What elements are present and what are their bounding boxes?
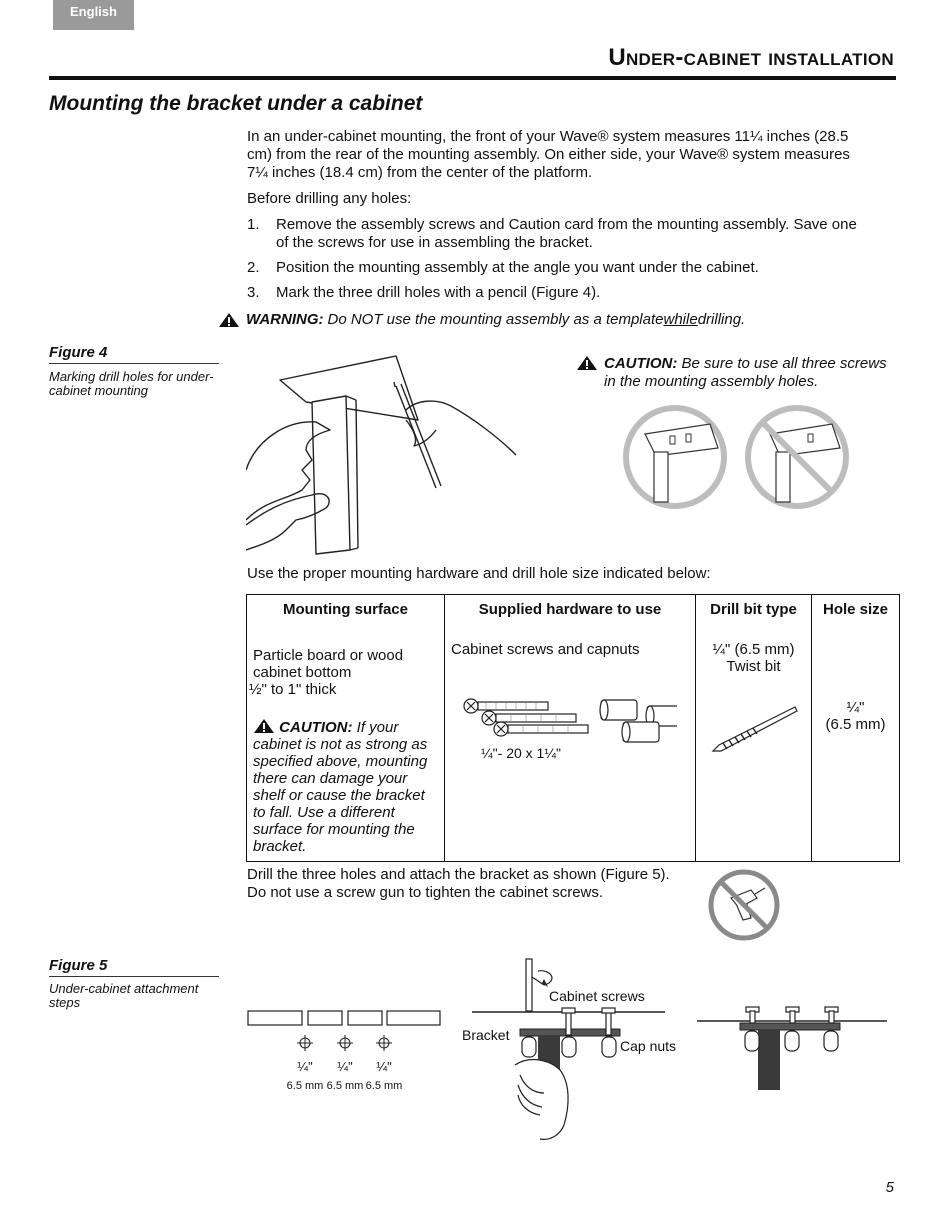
warning-label: WARNING: [246,311,324,328]
hardware-intro: Use the proper mounting hardware and drill hole size indicated below: [247,565,711,582]
figure4-label: Figure 4 [49,344,219,364]
caution-top-label: CAUTION: [604,355,678,372]
figure5-step3-complete [695,1005,890,1095]
bracket-label: Bracket [462,1027,510,1043]
cabinet-screws-label: Cabinet screws [549,988,645,1004]
figure5-step2-attach [460,955,685,1150]
step-item: 3. Mark the three drill holes with a pencil (Figure 4). [247,284,601,301]
hole-mm-label: 6.5 mm [286,1080,324,1092]
table-header: Hole size [812,595,900,634]
caution-top-text: Be sure to use all three screws in the mounting assembly holes. [604,355,887,390]
hardware-table [246,594,900,862]
correct-usage-icon [620,402,730,512]
warning-triangle-icon [218,312,240,328]
table-caution: CAUTION: If your cabinet is not as strong as specified above, mounting there can damage your shelf or cause the bracket to fall. Use a different surface for mounting the bracket. [253,719,428,855]
caution-top [576,355,896,391]
drill-bit-cell: ¼" (6.5 mm) Twist bit [696,633,812,862]
warning-text-after: drilling. [697,311,746,328]
twist-bit-icon [709,699,799,759]
language-tab[interactable]: English [53,0,134,30]
intro-paragraph: In an under-cabinet mounting, the front of your Wave® system measures 11¼ inches (28.5 cm) from the rear of the mounting assembly. On either side, your Wave® system measures 7¼ inches (18.4 cm) from the center of the platform. [247,128,850,181]
drill-instructions: Drill the three holes and attach the bracket as shown (Figure 5). Do not use a screw gun to tighten the cabinet screws. [247,866,670,901]
figure5-caption: Under-cabinet attachment steps [49,981,199,1010]
caution-triangle-icon [253,718,275,734]
warning-underlined: while [663,311,698,328]
table-header-row [247,595,900,634]
page-number: 5 [885,1179,894,1196]
hole-size-label: ¼" [297,1059,313,1074]
step-item: 2. Position the mounting assembly at the angle you want under the cabinet. [247,259,759,276]
figure5-label: Figure 5 [49,957,219,977]
no-screw-gun-icon [707,868,781,942]
intro-block [247,128,867,309]
table-header: Drill bit type [696,595,812,634]
section-title: Under-cabinet installation [608,44,894,71]
step-list [247,216,867,302]
hardware-cell: Cabinet screws and capnuts ¼"- 20 x 1¼" [445,633,696,862]
hole-mm-label: 6.5 mm [365,1080,403,1092]
hole-size-label: ¼" [337,1059,353,1074]
hole-size-cell: ¼" (6.5 mm) [812,633,900,862]
hole-mm-label: 6.5 mm [326,1080,364,1092]
header-rule [49,76,896,80]
incorrect-usage-icon [742,402,852,512]
table-header: Mounting surface [247,595,445,634]
figure5-step1-holes [246,1005,442,1100]
warning-line [218,311,745,328]
step-item: 1. Remove the assembly screws and Caution card from the mounting assembly. Save one of the screws for use in assembling the bracket. [247,216,857,251]
warning-text-before: Do NOT use the mounting assembly as a template [327,311,664,328]
cap-nuts-label: Cap nuts [620,1038,677,1054]
table-row [247,633,900,862]
hole-size-label: ¼" [376,1059,392,1074]
table-header: Supplied hardware to use [445,595,696,634]
page-heading: Mounting the bracket under a cabinet [49,92,423,115]
figure4-illustration [246,350,531,560]
before-drilling: Before drilling any holes: [247,190,412,207]
surface-cell: Particle board or wood cabinet bottom ½" to 1" thick CAUTION: If your cabinet is not as strong as specified above, mounting there can damage your shelf or cause the bracket to fall. Use a different surface for mounting the bracket. [247,633,445,862]
screws-capnuts-illustration [451,696,677,766]
caution-triangle-icon [576,355,598,371]
screw-size-label: ¼"- 20 x 1¼" [481,745,561,761]
figure4-caption: Marking drill holes for under-cabinet mounting [49,369,214,398]
